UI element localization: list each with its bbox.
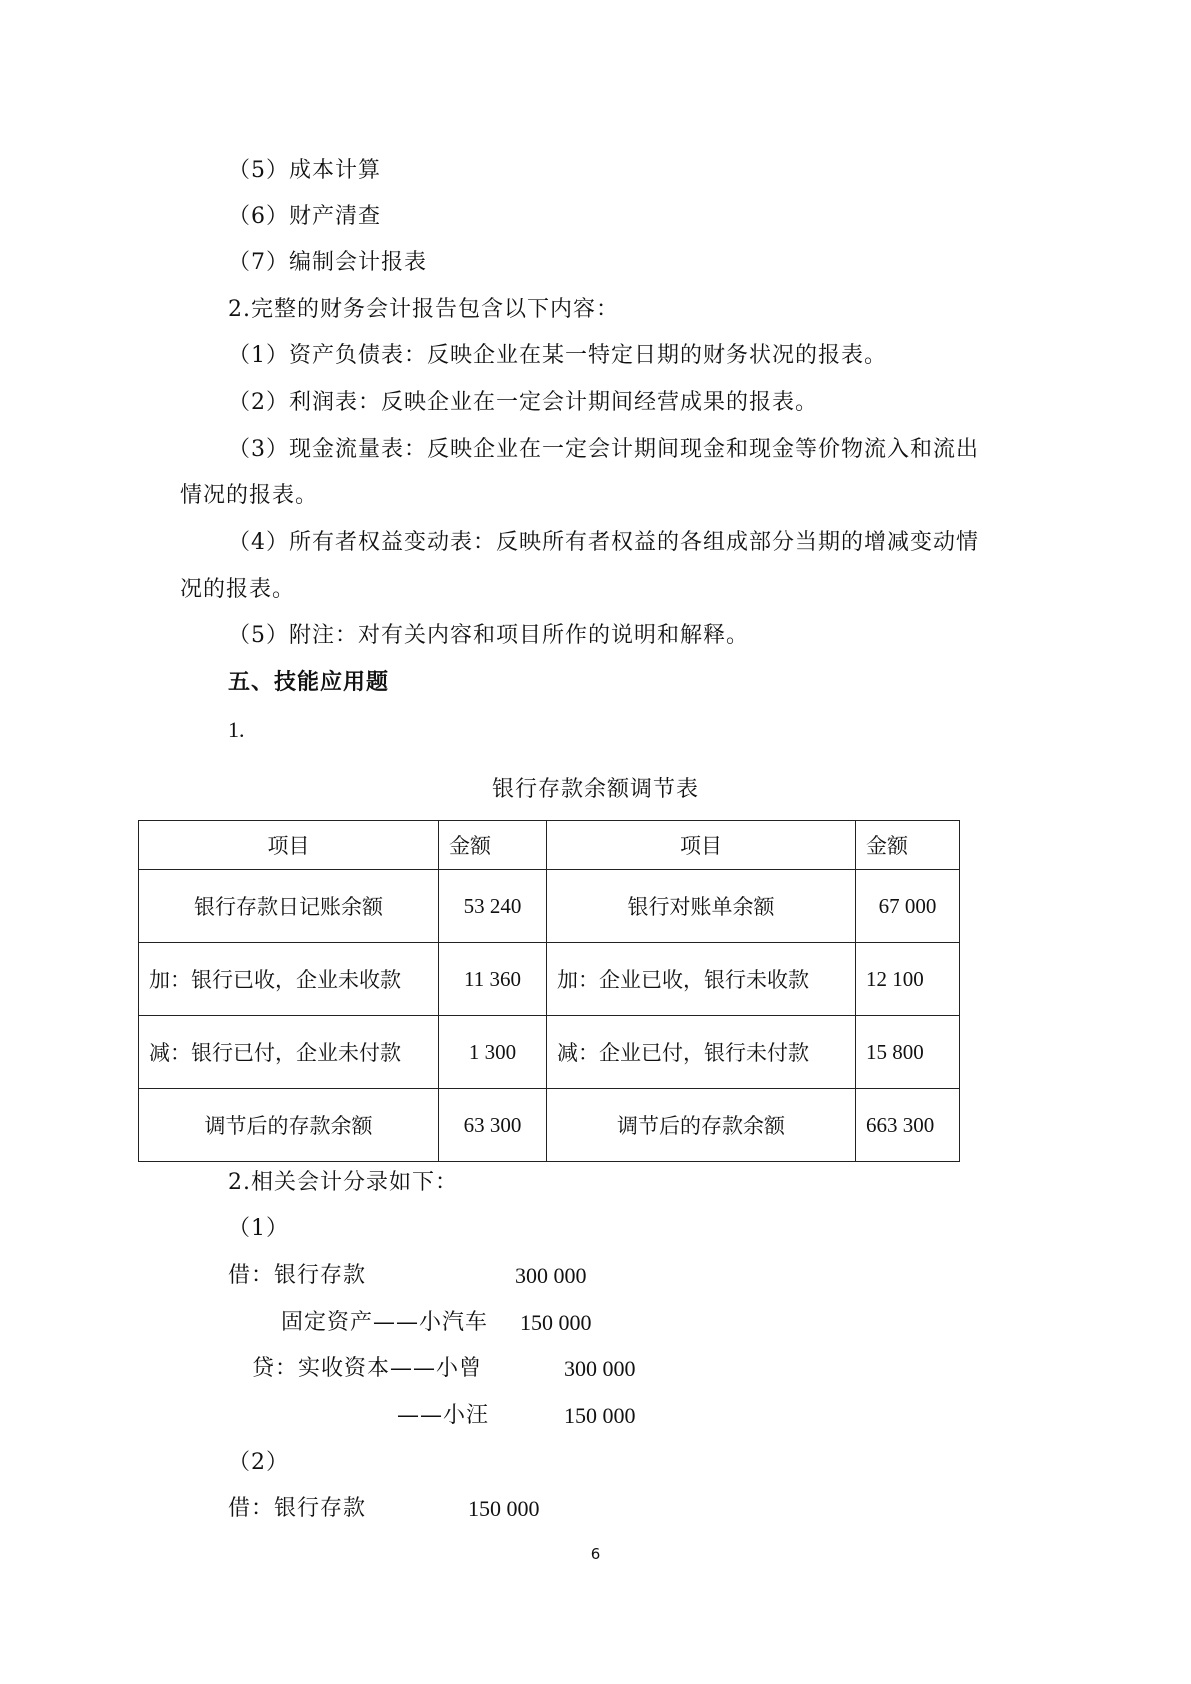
table-cell: 银行对账单余额: [547, 870, 856, 943]
text-line: （6）财产清查: [228, 204, 381, 229]
table-cell: 11 360: [439, 943, 547, 1016]
entries-intro: 2.相关会计分录如下：: [228, 1170, 458, 1195]
table-cell: 663 300: [856, 1089, 960, 1162]
text-line: （1）资产负债表：反映企业在某一特定日期的财务状况的报表。: [228, 343, 887, 368]
section-heading: 五、技能应用题: [228, 670, 390, 695]
table-cell: 加：企业已收，银行未收款: [547, 943, 856, 1016]
entry-amount: 150 000: [520, 1310, 592, 1335]
table-cell: 12 100: [856, 943, 960, 1016]
entry-amount: 150 000: [564, 1403, 636, 1428]
text-line: 情况的报表。: [180, 483, 319, 508]
entry-amount: 300 000: [515, 1263, 587, 1288]
table-cell: 减：银行已付，企业未付款: [139, 1016, 439, 1089]
text-line: 2.完整的财务会计报告包含以下内容：: [228, 297, 619, 322]
text-line: （4）所有者权益变动表：反映所有者权益的各组成部分当期的增减变动情: [228, 530, 979, 555]
entry-label: （2）: [228, 1450, 289, 1475]
table-cell: 1 300: [439, 1016, 547, 1089]
text-line: 况的报表。: [180, 577, 296, 602]
table-row: [139, 943, 960, 1016]
entry-account: 固定资产——小汽车: [281, 1310, 489, 1335]
table-row: [139, 870, 960, 943]
text-line: （7）编制会计报表: [228, 250, 427, 275]
page-number: 6: [590, 1545, 601, 1563]
entry-account: 借：银行存款: [228, 1496, 367, 1521]
header-cell: 金额: [856, 821, 960, 870]
header-cell: 项目: [547, 821, 856, 870]
entry-account: 借：银行存款: [228, 1263, 367, 1288]
reconciliation-table: [138, 820, 960, 1162]
table-header-row: [139, 821, 960, 870]
entry-amount: 300 000: [564, 1356, 636, 1381]
text-line: （3）现金流量表：反映企业在一定会计期间现金和现金等价物流入和流出: [228, 437, 979, 462]
text-line: （2）利润表：反映企业在一定会计期间经营成果的报表。: [228, 390, 818, 415]
table-cell: 调节后的存款余额: [139, 1089, 439, 1162]
table-title: 银行存款余额调节表: [491, 777, 699, 802]
table-cell: 银行存款日记账余额: [139, 870, 439, 943]
text-line: （5）成本计算: [228, 158, 381, 183]
table-cell: 15 800: [856, 1016, 960, 1089]
table-cell: 67 000: [856, 870, 960, 943]
table-cell: 加：银行已收，企业未收款: [139, 943, 439, 1016]
table-cell: 53 240: [439, 870, 547, 943]
item-label: 1.: [228, 717, 245, 742]
text-line: （5）附注：对有关内容和项目所作的说明和解释。: [228, 623, 749, 648]
table-cell: 减：企业已付，银行未付款: [547, 1016, 856, 1089]
entry-amount: 150 000: [468, 1496, 540, 1521]
table-row: [139, 1016, 960, 1089]
table-cell: 调节后的存款余额: [547, 1089, 856, 1162]
table-row: [139, 1089, 960, 1162]
entry-label: （1）: [228, 1216, 289, 1241]
header-cell: 项目: [139, 821, 439, 870]
entry-account: ——小汪: [397, 1403, 490, 1428]
entry-account: 贷：实收资本——小曾: [252, 1356, 483, 1381]
table-cell: 63 300: [439, 1089, 547, 1162]
header-cell: 金额: [439, 821, 547, 870]
